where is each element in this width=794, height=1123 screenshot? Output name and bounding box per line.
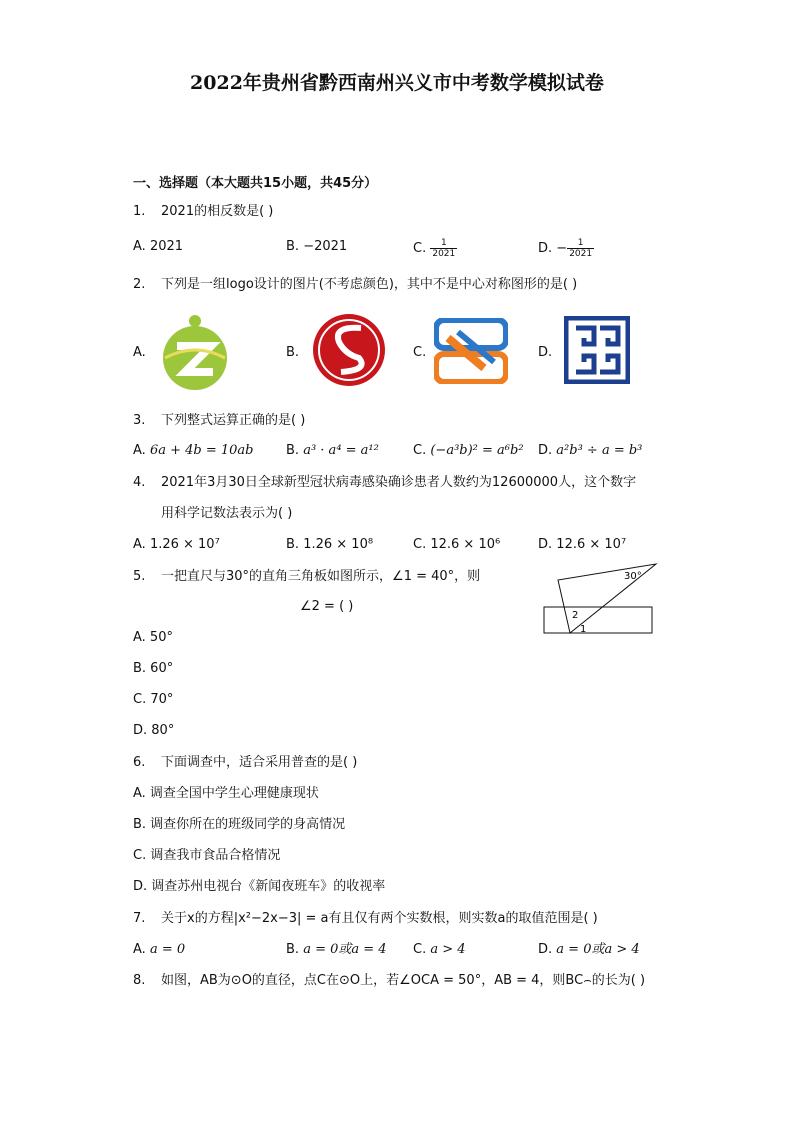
question-4-cont: 用科学记数法表示为( )	[161, 506, 293, 521]
q6-option-c[interactable]: C. 调查我市食品合格情况	[133, 848, 281, 863]
q4-option-b[interactable]: B. 1.26 × 10⁸	[286, 537, 374, 552]
q5-option-c[interactable]: C. 70°	[133, 692, 174, 707]
question-2: 2. 下列是一组logo设计的图片(不考虑颜色)，其中不是中心对称图形的是( )	[133, 277, 578, 292]
q6-option-b[interactable]: B. 调查你所在的班级同学的身高情况	[133, 817, 346, 832]
logo-c-icon	[434, 318, 508, 384]
q7-option-d[interactable]: D. a = 0或a > 4	[538, 942, 640, 957]
logo-d-icon	[564, 316, 630, 384]
question-4: 4. 2021年3月30日全球新型冠状病毒感染确诊患者人数约为12600000人，这个数字	[133, 475, 637, 490]
q6-option-a[interactable]: A. 调查全国中学生心理健康现状	[133, 786, 319, 801]
q5-option-a[interactable]: A. 50°	[133, 630, 173, 645]
question-6: 6. 下面调查中，适合采用普查的是( )	[133, 755, 358, 770]
q4-option-a[interactable]: A. 1.26 × 10⁷	[133, 537, 220, 552]
q1-option-a[interactable]: A. 2021	[133, 239, 184, 254]
q2-option-a[interactable]: A.	[133, 345, 146, 360]
question-3: 3. 下列整式运算正确的是( )	[133, 413, 306, 428]
q7-option-a[interactable]: A. a = 0	[133, 942, 186, 957]
question-1: 1. 2021的相反数是( )	[133, 204, 274, 219]
logo-b-icon	[311, 310, 387, 390]
q3-option-b[interactable]: B. a³ · a⁴ = a¹²	[286, 443, 379, 458]
q1-option-b[interactable]: B. −2021	[286, 239, 348, 254]
q1-option-c[interactable]: C. $\frac{1}{2021}$	[413, 238, 456, 259]
q2-option-c[interactable]: C.	[413, 345, 427, 360]
q5-option-d[interactable]: D. 80°	[133, 723, 175, 738]
q3-option-a[interactable]: A. 6a + 4b = 10ab	[133, 443, 254, 458]
q4-option-c[interactable]: C. 12.6 × 10⁶	[413, 537, 501, 552]
section-heading: 一、选择题（本大题共15小题，共45分）	[133, 176, 378, 191]
q1-option-d[interactable]: D. − $\frac{1}{2021}$	[538, 238, 593, 259]
logo-a-icon	[155, 312, 235, 390]
angle-1-label: 1	[580, 624, 587, 635]
ruler-triangle-figure	[540, 560, 660, 638]
q7-option-c[interactable]: C. a > 4	[413, 942, 466, 957]
question-5: 5. 一把直尺与30°的直角三角板如图所示，∠1 = 40°，则	[133, 569, 481, 584]
q7-option-b[interactable]: B. a = 0或a = 4	[286, 942, 387, 957]
q4-option-d[interactable]: D. 12.6 × 10⁷	[538, 537, 627, 552]
q2-option-b[interactable]: B.	[286, 345, 300, 360]
q3-option-d[interactable]: D. a²b³ ÷ a = b³	[538, 443, 643, 458]
question-5-cont: ∠2 = ( )	[300, 599, 354, 614]
q2-option-d[interactable]: D.	[538, 345, 553, 360]
page-title: 2022年贵州省黔西南州兴义市中考数学模拟试卷	[190, 72, 604, 94]
angle-2-label: 2	[572, 610, 579, 621]
q5-option-b[interactable]: B. 60°	[133, 661, 174, 676]
question-8: 8. 如图，AB为⊙O的直径，点C在⊙O上，若∠OCA = 50°，AB = 4，则BC⌢的长为( )	[133, 973, 646, 988]
question-7: 7. 关于x的方程|x²−2x−3| = a有且仅有两个实数根，则实数a的取值范围是( )	[133, 911, 598, 926]
q3-option-c[interactable]: C. (−a³b)² = a⁶b²	[413, 443, 524, 458]
q6-option-d[interactable]: D. 调查苏州电视台《新闻夜班车》的收视率	[133, 879, 386, 894]
angle-30-label: 30°	[624, 571, 642, 582]
